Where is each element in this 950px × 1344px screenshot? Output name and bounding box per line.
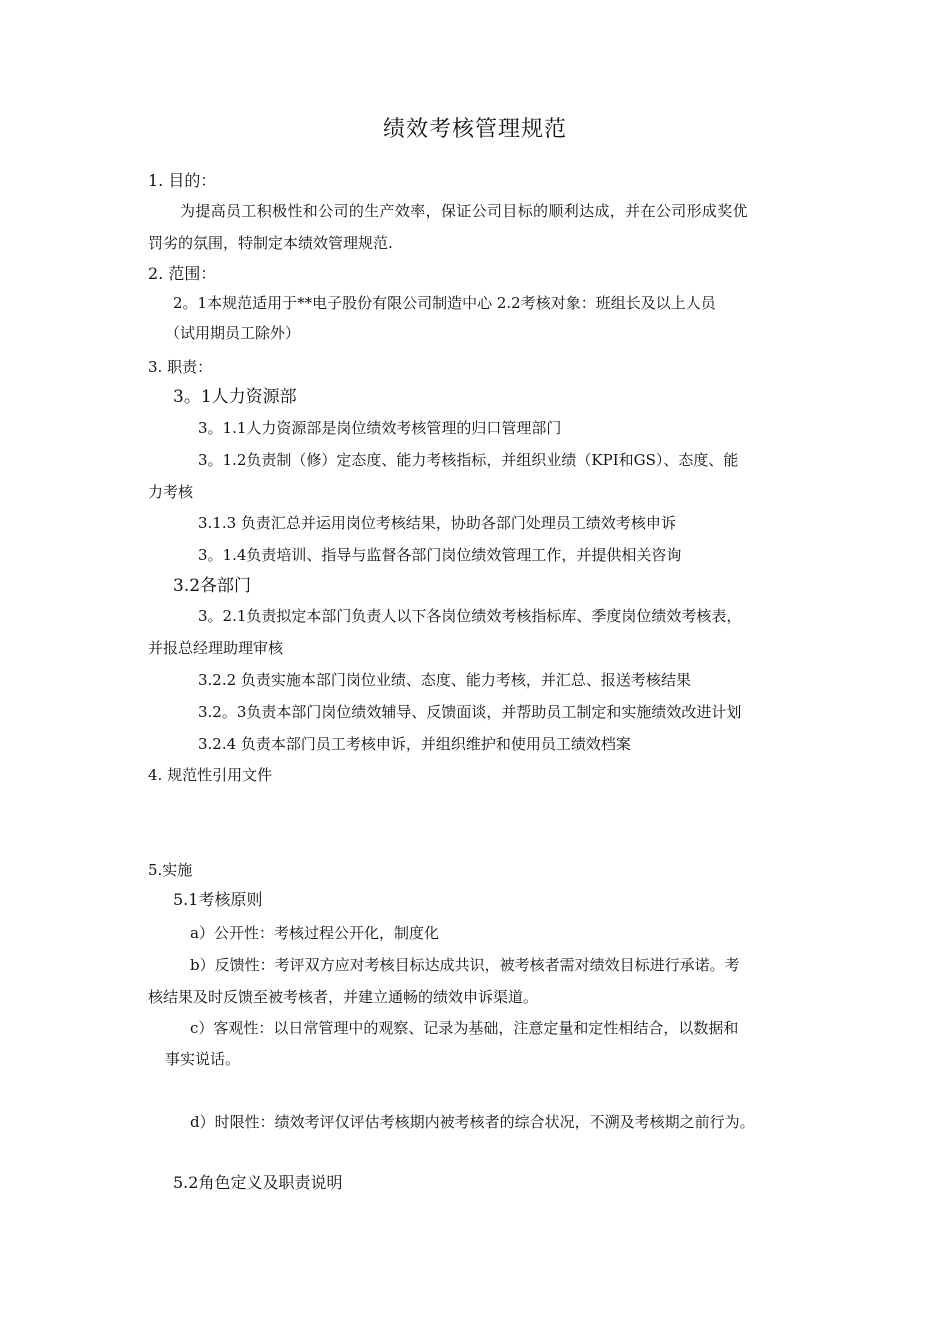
purpose-text-line1: 为提高员工积极性和公司的生产效率，保证公司目标的顺利达成，并在公司形成奖优 (180, 202, 748, 220)
principle-b-line1: b）反馈性：考评双方应对考核目标达成共识，被考核者需对绩效目标进行承诺。考 (190, 956, 740, 974)
principle-a: a）公开性：考核过程公开化，制度化 (190, 924, 439, 942)
scope-text-line1: 2。1本规范适用于**电子股份有限公司制造中心 2.2考核对象：班组长及以上人员 (173, 294, 716, 312)
principle-b-line2: 核结果及时反馈至被考核者，并建立通畅的绩效申诉渠道。 (148, 988, 539, 1006)
depts-item-1-line2: 并报总经理助理审核 (148, 639, 284, 657)
principle-c-line2: 事实说话。 (165, 1050, 241, 1068)
document-title: 绩效考核管理规范 (382, 117, 567, 142)
principle-d: d）时限性：绩效考评仅评估考核期内被考核者的综合状况，不溯及考核期之前行为。 (190, 1113, 755, 1131)
references-heading: 4. 规范性引用文件 (148, 766, 273, 784)
hr-item-2-line1: 3。1.2负责制（修）定态度、能力考核指标，并组织业绩（KPI和GS）、态度、能 (198, 451, 739, 469)
hr-item-3: 3.1.3 负责汇总并运用岗位考核结果，协助各部门处理员工绩效考核申诉 (198, 514, 676, 532)
duties-heading: 3. 职责： (148, 358, 213, 376)
scope-text-line2: （试用期员工除外） (165, 324, 301, 342)
principle-c-line1: c）客观性：以日常管理中的观察、记录为基础，注意定量和定性相结合，以数据和 (190, 1019, 739, 1037)
depts-item-3: 3.2。3负责本部门岗位绩效辅导、反馈面谈，并帮助员工制定和实施绩效改进计划 (198, 703, 742, 721)
purpose-text-line2: 罚劣的氛围，特制定本绩效管理规范. (148, 234, 393, 252)
purpose-heading: 1. 目的： (148, 171, 217, 190)
depts-item-2: 3.2.2 负责实施本部门岗位业绩、态度、能力考核，并汇总、报送考核结果 (198, 671, 691, 689)
hr-heading: 3。1人力资源部 (173, 387, 297, 407)
hr-item-4: 3。1.4负责培训、指导与监督各部门岗位绩效管理工作，并提供相关咨询 (198, 546, 682, 564)
depts-heading: 3.2各部门 (173, 576, 252, 596)
scope-heading: 2. 范围： (148, 264, 217, 283)
roles-heading: 5.2角色定义及职责说明 (173, 1173, 343, 1192)
depts-item-1-line1: 3。2.1负责拟定本部门负责人以下各岗位绩效考核指标库、季度岗位绩效考核表， (198, 607, 742, 625)
hr-item-2-line2: 力考核 (148, 483, 194, 501)
hr-item-1: 3。1.1人力资源部是岗位绩效考核管理的归口管理部门 (198, 419, 562, 437)
depts-item-4: 3.2.4 负责本部门员工考核申诉，并组织维护和使用员工绩效档案 (198, 735, 631, 753)
principles-heading: 5.1考核原则 (173, 890, 263, 909)
implementation-heading: 5.实施 (148, 861, 193, 879)
